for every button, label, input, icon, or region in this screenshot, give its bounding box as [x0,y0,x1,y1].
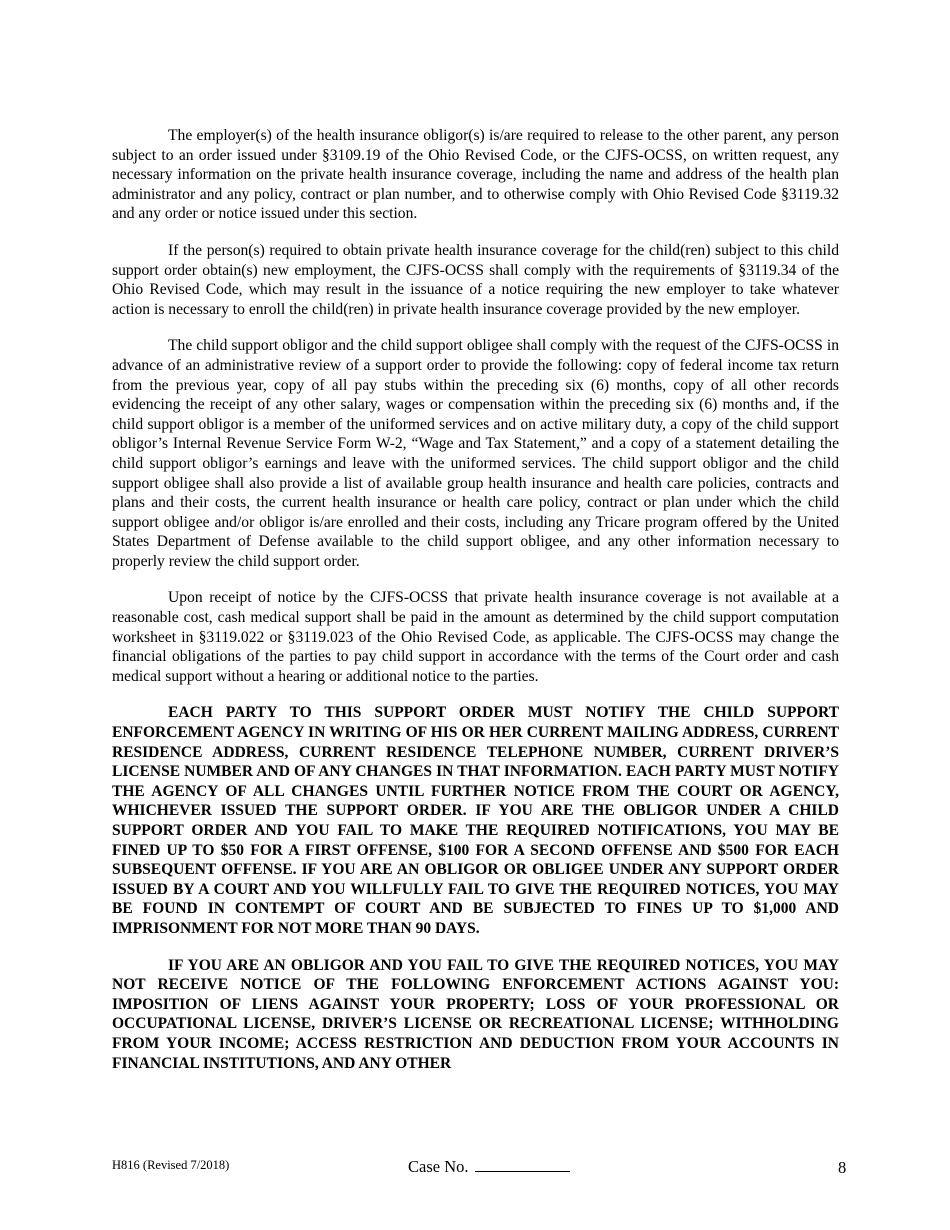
paragraph-administrative-review: The child support obligor and the child support obligee shall comply with the request of the CJFS-OCSS in advance of an administrative review of a support order to provide the following: copy of federal income tax return from the previous year, copy of all pay stubs within the preceding six (6) months, copy of all other records evidencing the receipt of any other salary, wages or compensation within the preceding six (6) months and, if the child support obligor is a member of the uniformed services and on active military duty, a copy of the child support obligor’s Internal Revenue Service Form W-2, “Wage and Tax Statement,” and a copy of a statement detailing the child support obligor’s earnings and leave with the uniformed services. The child support obligor and the child support obligee shall also provide a list of available group health insurance and health care policies, contracts and plans and their costs, the current health insurance or health care policy, contract or plan under which the child support obligee and/or obligor is/are enrolled and their costs, including any Tricare program offered by the United States Department of Defense available to the child support obligee, and any other information necessary to properly review the child support order. [112,337,839,570]
case-number-label: Case No. [408,1157,469,1176]
footer-case-number [408,1157,570,1177]
footer-form-id: H816 (Revised 7/2018) [112,1158,230,1172]
paragraph-cash-medical-support: Upon receipt of notice by the CJFS-OCSS that private health insurance coverage is not available at a reasonable cost, cash medical support shall be paid in the amount as determined by the child support computation worksheet in §3119.022 or §3119.023 of the Ohio Revised Code, as applicable. The CJFS-OCSS may change the financial obligations of the parties to pay child support in accordance with the terms of the Court order and cash medical support without a hearing or additional notice to the parties. [112,589,839,685]
paragraph-notification-requirement: EACH PARTY TO THIS SUPPORT ORDER MUST NOTIFY THE CHILD SUPPORT ENFORCEMENT AGENCY IN WRITING OF HIS OR HER CURRENT MAILING ADDRESS, CURRENT RESIDENCE ADDRESS, CURRENT RESIDENCE TELEPHONE NUMBER, CURRENT DRIVER’S LICENSE NUMBER AND OF ANY CHANGES IN THAT INFORMATION. EACH PARTY MUST NOTIFY THE AGENCY OF ALL CHANGES UNTIL FURTHER NOTICE FROM THE COURT OR AGENCY, WHICHEVER ISSUED THE SUPPORT ORDER. IF YOU ARE THE OBLIGOR UNDER A CHILD SUPPORT ORDER AND YOU FAIL TO MAKE THE REQUIRED NOTIFICATIONS, YOU MAY BE FINED UP TO $50 FOR A FIRST OFFENSE, $100 FOR A SECOND OFFENSE AND $500 FOR EACH SUBSEQUENT OFFENSE. IF YOU ARE AN OBLIGOR OR OBLIGEE UNDER ANY SUPPORT ORDER ISSUED BY A COURT AND YOU WILLFULLY FAIL TO GIVE THE REQUIRED NOTICES, YOU MAY BE FOUND IN CONTEMPT OF COURT AND BE SUBJECTED TO FINES UP TO $1,000 AND IMPRISONMENT FOR NOT MORE THAN 90 DAYS. [112,704,839,937]
document-body [112,126,839,1090]
paragraph-employer-release: The employer(s) of the health insurance obligor(s) is/are required to release to the other parent, any person subject to an order issued under §3109.19 of the Ohio Revised Code, or the CJFS-OCSS, on written request, any necessary information on the private health insurance coverage, including the name and address of the health plan administrator and any policy, contract or plan number, and to otherwise comply with Ohio Revised Code §3119.32 and any order or notice issued under this section. [112,127,839,223]
paragraph-enforcement-actions: IF YOU ARE AN OBLIGOR AND YOU FAIL TO GIVE THE REQUIRED NOTICES, YOU MAY NOT RECEIVE NOTICE OF THE FOLLOWING ENFORCEMENT ACTIONS AGAINST YOU: IMPOSITION OF LIENS AGAINST YOUR PROPERTY; LOSS OF YOUR PROFESSIONAL OR OCCUPATIONAL LICENSE, DRIVER’S LICENSE OR RECREATIONAL LICENSE; WITHHOLDING FROM YOUR INCOME; ACCESS RESTRICTION AND DEDUCTION FROM YOUR ACCOUNTS IN FINANCIAL INSTITUTIONS, AND ANY OTHER [112,956,839,1072]
paragraph-new-employment: If the person(s) required to obtain private health insurance coverage for the child(ren) subject to this child support order obtain(s) new employment, the CJFS-OCSS shall comply with the requirements of §3119.34 of the Ohio Revised Code, which may result in the issuance of a notice requiring the new employer to take whatever action is necessary to enroll the child(ren) in private health insurance coverage provided by the new employer. [112,241,839,318]
case-number-blank [475,1159,570,1172]
page-number: 8 [838,1158,847,1177]
